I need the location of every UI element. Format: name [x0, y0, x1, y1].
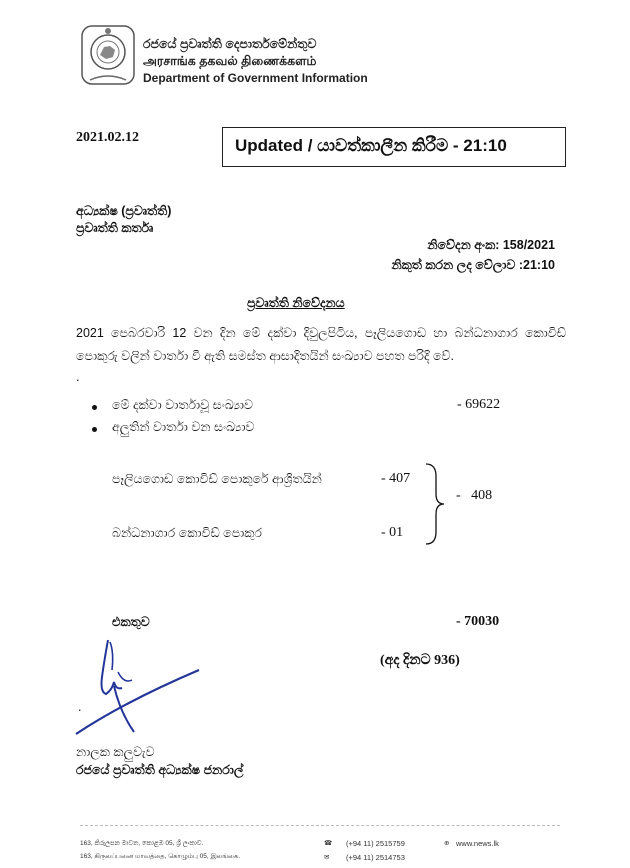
- footer-phone: (+94 11) 2515759: [346, 839, 405, 848]
- body-paragraph: 2021 පෙබරවාරි 12 වන දින මේ දක්වා දිවුලපිටිය, පෑලියගොඩ හා බන්ධනාගාර කොවිඩ් පොකුරු වලින් වාර්තා වී ඇති සමස්ත ආසාදිතයින් සංඛ්‍යාව පහත පරිදි වේ.: [76, 326, 566, 363]
- signatory-title: රජයේ ප්‍රවෘත්ති අධ්‍යක්ෂ ජනරාල්: [76, 763, 244, 777]
- footer-fax: (+94 11) 2514753: [346, 853, 405, 862]
- total-label: එකතුව: [112, 615, 150, 629]
- handwritten-signature: [74, 632, 204, 742]
- footer-address-tamil: 163, கிருலப்பனை மாவத்தை, கொழும்பு 05, இலங்கை.: [80, 853, 241, 860]
- bullet-item-total-reported: මේ දක්වා වාර්තාවූ සංඛ්‍යාව: [112, 398, 254, 412]
- press-release-heading: ප්‍රවෘත්ති නිවේදනය: [247, 296, 345, 310]
- bullet-value-total-reported: - 69622: [457, 397, 501, 412]
- sub-value-prison: - 01: [381, 525, 404, 540]
- release-time: නිකුත් කරන ලද වේලාව :21:10: [391, 258, 555, 272]
- footer-divider: [80, 825, 560, 826]
- today-count-note: (අද දිනට 936): [380, 653, 460, 668]
- new-cases-total: - 408: [456, 488, 493, 503]
- addressee-line-2: ප්‍රවෘත්ති කර්තෘ: [76, 221, 154, 235]
- bullet-dot: [92, 427, 97, 432]
- sub-item-prison: බන්ධනාගාර කොවිඩ් පොකුර: [112, 526, 262, 540]
- web-icon: ⊕: [444, 840, 450, 847]
- government-emblem-icon: [80, 22, 136, 88]
- signatory-name: නාලක කලුවැව: [76, 745, 155, 759]
- update-banner: [222, 127, 566, 167]
- footer-website: www.news.lk: [456, 839, 499, 848]
- update-banner-text: Updated / යාවත්කාලීන කිරීම - 21:10: [235, 136, 507, 155]
- fax-icon: ✉: [324, 854, 330, 861]
- footer-address-sinhala: 163, කිරුලපන මාවත, කොළඹ 05, ශ්‍රී ලංකාව.: [80, 840, 204, 847]
- release-number: නිවේදන අංක: 158/2021: [427, 238, 555, 252]
- org-name-tamil: அரசாங்க தகவல் திணைக்களம்: [143, 54, 317, 68]
- dot-marker: .: [76, 370, 80, 384]
- total-value: - 70030: [456, 614, 500, 629]
- signature-dot: .: [78, 700, 82, 714]
- org-name-english: Department of Government Information: [143, 71, 368, 85]
- document-date: 2021.02.12: [76, 130, 139, 145]
- phone-icon: ☎: [324, 840, 333, 847]
- bullet-dot: [92, 405, 97, 410]
- org-name-sinhala: රජයේ ප්‍රවෘත්ති දෙපාර්තමේන්තුව: [143, 37, 317, 51]
- addressee-line-1: අධ්‍යක්ෂ (ප්‍රවෘත්ති): [76, 204, 172, 218]
- bullet-item-newly-reported: අලුතින් වාර්තා වන සංඛ්‍යාව: [112, 420, 255, 434]
- right-brace-icon: [424, 462, 448, 546]
- sub-value-peliyagoda: - 407: [381, 471, 411, 486]
- sub-item-peliyagoda: පෑලියගොඩ කොවිඩ් පොකුරේ ආශ්‍රිතයින්: [112, 472, 322, 486]
